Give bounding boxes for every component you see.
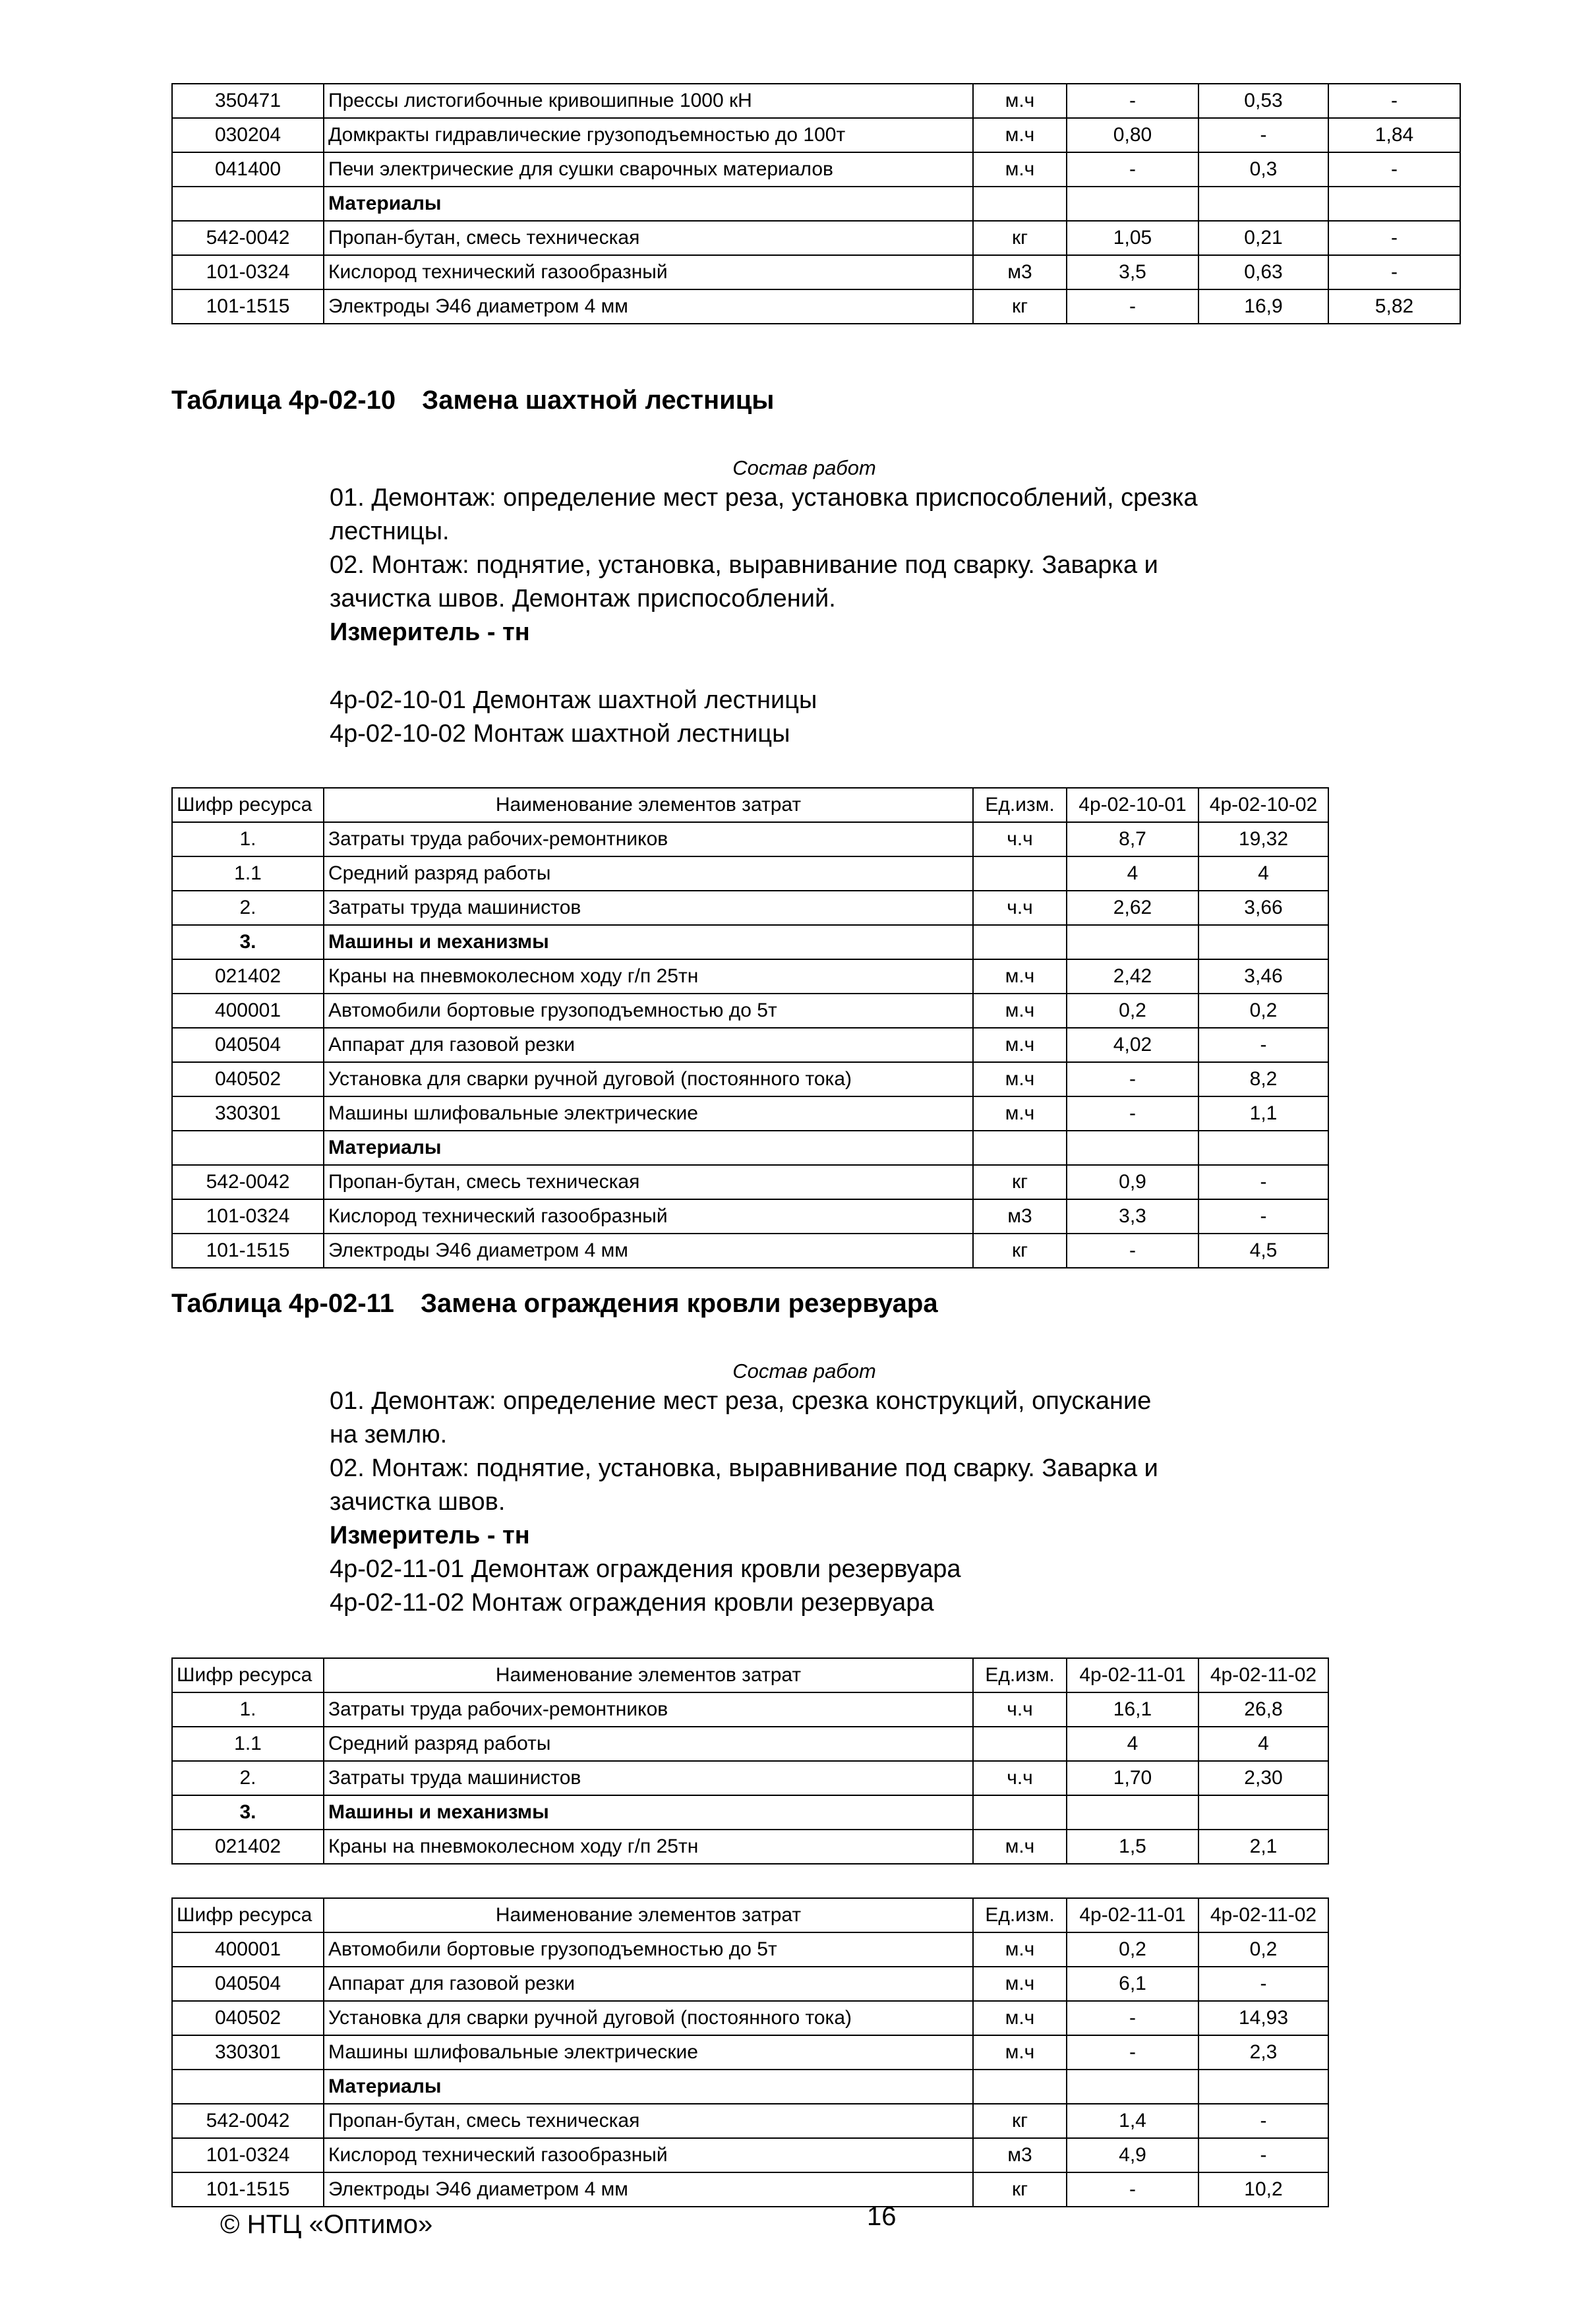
value-1: 4 (1067, 1727, 1198, 1761)
value-2: 1,1 (1198, 1096, 1328, 1131)
description-line: 01. Демонтаж: определение мест реза, установка приспособлений, срезка (330, 484, 1198, 512)
header-resource-code: Шифр ресурса (172, 788, 324, 822)
value-1: - (1067, 2001, 1198, 2035)
cost-element-name: Материалы (324, 187, 973, 221)
unit: м3 (973, 255, 1067, 289)
top-resource-table (171, 83, 1461, 324)
work-item: 4р-02-11-01 Демонтаж ограждения кровли резервуара (330, 1555, 961, 1583)
header-unit: Ед.изм. (973, 788, 1067, 822)
cost-element-name: Аппарат для газовой резки (324, 1967, 973, 2001)
table-row (172, 289, 1460, 324)
resource-code: 1.1 (172, 1727, 324, 1761)
resource-code: 1.1 (172, 856, 324, 891)
resource-code: 101-1515 (172, 1234, 324, 1268)
value-2: 2,3 (1198, 2035, 1328, 2070)
value-3: - (1328, 84, 1460, 118)
value-1: 1,4 (1067, 2104, 1198, 2138)
description-line: 02. Монтаж: поднятие, установка, выравнивание под сварку. Заварка и (330, 551, 1158, 579)
value-2: 0,2 (1198, 994, 1328, 1028)
cost-element-name: Пропан-бутан, смесь техническая (324, 2104, 973, 2138)
unit: м.ч (973, 152, 1067, 187)
table-row (172, 221, 1460, 255)
unit: м.ч (973, 1967, 1067, 2001)
unit: м.ч (973, 1096, 1067, 1131)
value-1 (1067, 187, 1198, 221)
cost-element-name: Кислород технический газообразный (324, 1199, 973, 1234)
cost-element-name: Аппарат для газовой резки (324, 1028, 973, 1062)
resource-code: 101-1515 (172, 2172, 324, 2207)
resource-code: 101-0324 (172, 2138, 324, 2172)
table-row (172, 2104, 1328, 2138)
table-row (172, 1692, 1328, 1727)
cost-element-name: Электроды Э46 диаметром 4 мм (324, 1234, 973, 1268)
unit (973, 187, 1067, 221)
value-1: 1,05 (1067, 221, 1198, 255)
table-row (172, 2035, 1328, 2070)
table-row (172, 856, 1328, 891)
value-2 (1198, 187, 1328, 221)
value-2: 4 (1198, 856, 1328, 891)
unit: ч.ч (973, 822, 1067, 856)
description-line: 02. Монтаж: поднятие, установка, выравнивание под сварку. Заварка и (330, 1454, 1158, 1482)
unit (973, 1131, 1067, 1165)
unit (973, 1727, 1067, 1761)
value-1: 4,02 (1067, 1028, 1198, 1062)
unit: м.ч (973, 994, 1067, 1028)
work-description (330, 1385, 1158, 1620)
header-cost-element: Наименование элементов затрат (324, 1658, 973, 1692)
resource-code: 101-1515 (172, 289, 324, 324)
value-1: - (1067, 1096, 1198, 1131)
header-value-2: 4р-02-10-02 (1198, 788, 1328, 822)
header-resource-code: Шифр ресурса (172, 1898, 324, 1932)
value-1: - (1067, 1234, 1198, 1268)
unit: м.ч (973, 118, 1067, 152)
description-line: зачистка швов. Демонтаж приспособлений. (330, 585, 836, 612)
value-1: - (1067, 2172, 1198, 2207)
resource-code: 400001 (172, 1932, 324, 1967)
value-2 (1198, 1131, 1328, 1165)
resource-code: 101-0324 (172, 1199, 324, 1234)
table-row (172, 1234, 1328, 1268)
value-2: - (1198, 1165, 1328, 1199)
table-row (172, 187, 1460, 221)
value-2: 0,2 (1198, 1932, 1328, 1967)
resource-code: 542-0042 (172, 1165, 324, 1199)
table-row (172, 959, 1328, 994)
cost-element-name: Установка для сварки ручной дуговой (постоянного тока) (324, 2001, 973, 2035)
unit: кг (973, 1234, 1067, 1268)
value-1: - (1067, 84, 1198, 118)
resource-table-4p-02-11-part2 (171, 1897, 1329, 2207)
unit: м.ч (973, 1062, 1067, 1096)
work-description (330, 481, 1198, 751)
value-2: 0,53 (1198, 84, 1328, 118)
resource-code: 040504 (172, 1967, 324, 2001)
value-1: 3,3 (1067, 1199, 1198, 1234)
unit: м.ч (973, 959, 1067, 994)
cost-element-name: Затраты труда рабочих-ремонтников (324, 1692, 973, 1727)
header-unit: Ед.изм. (973, 1658, 1067, 1692)
resource-code: 040502 (172, 2001, 324, 2035)
table-name: Замена ограждения кровли резервуара (420, 1289, 938, 1318)
table-row (172, 2001, 1328, 2035)
resource-code: 3. (172, 925, 324, 959)
table-name: Замена шахтной лестницы (422, 386, 775, 415)
value-2: - (1198, 2104, 1328, 2138)
table-row (172, 2172, 1328, 2207)
value-2 (1198, 2070, 1328, 2104)
value-2: 8,2 (1198, 1062, 1328, 1096)
unit: м.ч (973, 84, 1067, 118)
table-row (172, 1062, 1328, 1096)
cost-element-name: Печи электрические для сушки сварочных материалов (324, 152, 973, 187)
value-3 (1328, 187, 1460, 221)
cost-element-name: Автомобили бортовые грузоподъемностью до 5т (324, 1932, 973, 1967)
cost-element-name: Средний разряд работы (324, 1727, 973, 1761)
value-2: 0,3 (1198, 152, 1328, 187)
cost-element-name: Машины и механизмы (324, 1795, 973, 1830)
cost-element-name: Затраты труда машинистов (324, 891, 973, 925)
value-2: 19,32 (1198, 822, 1328, 856)
cost-element-name: Домкракты гидравлические грузоподъемностью до 100т (324, 118, 973, 152)
value-2: 4,5 (1198, 1234, 1328, 1268)
value-1: 0,2 (1067, 1932, 1198, 1967)
table-row (172, 255, 1460, 289)
table-row (172, 1131, 1328, 1165)
table-row (172, 2138, 1328, 2172)
value-1: 16,1 (1067, 1692, 1198, 1727)
value-2: 0,21 (1198, 221, 1328, 255)
unit: кг (973, 2172, 1067, 2207)
unit: кг (973, 221, 1067, 255)
value-1: 1,70 (1067, 1761, 1198, 1795)
value-3: 1,84 (1328, 118, 1460, 152)
page-number: 16 (867, 2202, 897, 2231)
cost-element-name: Пропан-бутан, смесь техническая (324, 1165, 973, 1199)
table-title (171, 1289, 938, 1319)
cost-element-name: Машины шлифовальные электрические (324, 1096, 973, 1131)
table-row (172, 822, 1328, 856)
resource-code: 400001 (172, 994, 324, 1028)
resource-code: 330301 (172, 1096, 324, 1131)
unit: м3 (973, 2138, 1067, 2172)
cost-element-name: Материалы (324, 1131, 973, 1165)
value-1: 0,2 (1067, 994, 1198, 1028)
table-row (172, 994, 1328, 1028)
resource-code: 330301 (172, 2035, 324, 2070)
value-1: 8,7 (1067, 822, 1198, 856)
description-line: 01. Демонтаж: определение мест реза, срезка конструкций, опускание (330, 1387, 1152, 1415)
table-row (172, 1165, 1328, 1199)
value-2 (1198, 1795, 1328, 1830)
value-2: 14,93 (1198, 2001, 1328, 2035)
table-row (172, 1028, 1328, 1062)
value-1: 6,1 (1067, 1967, 1198, 2001)
unit (973, 1795, 1067, 1830)
value-1 (1067, 1131, 1198, 1165)
value-1: - (1067, 1062, 1198, 1096)
value-1: 0,9 (1067, 1165, 1198, 1199)
table-number: Таблица 4р-02-10 (171, 386, 396, 415)
table-row (172, 1932, 1328, 1967)
table-row (172, 152, 1460, 187)
unit: ч.ч (973, 1692, 1067, 1727)
resource-code: 1. (172, 822, 324, 856)
resource-code: 542-0042 (172, 221, 324, 255)
value-2: - (1198, 118, 1328, 152)
cost-element-name: Кислород технический газообразный (324, 255, 973, 289)
table-row (172, 2070, 1328, 2104)
value-1 (1067, 2070, 1198, 2104)
value-1: - (1067, 2035, 1198, 2070)
table-row (172, 1096, 1328, 1131)
resource-code (172, 2070, 324, 2104)
cost-element-name: Пропан-бутан, смесь техническая (324, 221, 973, 255)
work-item: 4р-02-10-01 Демонтаж шахтной лестницы (330, 686, 817, 714)
value-3: - (1328, 221, 1460, 255)
cost-element-name: Краны на пневмоколесном ходу г/п 25тн (324, 959, 973, 994)
resource-code: 041400 (172, 152, 324, 187)
unit: ч.ч (973, 1761, 1067, 1795)
header-cost-element: Наименование элементов затрат (324, 1898, 973, 1932)
value-1: 1,5 (1067, 1830, 1198, 1864)
header-value-1: 4р-02-10-01 (1067, 788, 1198, 822)
table-row (172, 84, 1460, 118)
resource-code: 040504 (172, 1028, 324, 1062)
unit (973, 856, 1067, 891)
resource-code (172, 187, 324, 221)
table-header-row (172, 788, 1328, 822)
resource-code: 040502 (172, 1062, 324, 1096)
resource-table-4p-02-11-part1 (171, 1657, 1329, 1864)
value-3: - (1328, 152, 1460, 187)
header-cost-element: Наименование элементов затрат (324, 788, 973, 822)
table-row (172, 1727, 1328, 1761)
header-value-2: 4р-02-11-02 (1198, 1658, 1328, 1692)
copyright: © НТЦ «Оптимо» (220, 2210, 433, 2239)
cost-element-name: Автомобили бортовые грузоподъемностью до 5т (324, 994, 973, 1028)
resource-code: 2. (172, 1761, 324, 1795)
resource-code: 030204 (172, 118, 324, 152)
resource-code: 542-0042 (172, 2104, 324, 2138)
value-2: 3,46 (1198, 959, 1328, 994)
work-item: 4р-02-11-02 Монтаж ограждения кровли резервуара (330, 1589, 934, 1617)
cost-element-name: Прессы листогибочные кривошипные 1000 кН (324, 84, 973, 118)
table-row (172, 118, 1460, 152)
value-2 (1198, 925, 1328, 959)
cost-element-name: Электроды Э46 диаметром 4 мм (324, 289, 973, 324)
value-2: 26,8 (1198, 1692, 1328, 1727)
work-composition-caption: Состав работ (732, 1359, 876, 1383)
description-line: лестницы. (330, 518, 450, 545)
cost-element-name: Электроды Э46 диаметром 4 мм (324, 2172, 973, 2207)
table-row (172, 1199, 1328, 1234)
value-1: - (1067, 289, 1198, 324)
cost-element-name: Установка для сварки ручной дуговой (постоянного тока) (324, 1062, 973, 1096)
resource-code (172, 1131, 324, 1165)
work-item: 4р-02-10-02 Монтаж шахтной лестницы (330, 720, 790, 748)
cost-element-name: Средний разряд работы (324, 856, 973, 891)
cost-element-name: Затраты труда рабочих-ремонтников (324, 822, 973, 856)
value-2: - (1198, 2138, 1328, 2172)
value-1: 3,5 (1067, 255, 1198, 289)
unit: кг (973, 2104, 1067, 2138)
table-row (172, 1761, 1328, 1795)
value-3: - (1328, 255, 1460, 289)
value-2: - (1198, 1028, 1328, 1062)
value-2: 16,9 (1198, 289, 1328, 324)
cost-element-name: Машины шлифовальные электрические (324, 2035, 973, 2070)
value-1: 4,9 (1067, 2138, 1198, 2172)
meter-label: Измеритель - тн (330, 1522, 530, 1549)
table-row (172, 1795, 1328, 1830)
table-header-row (172, 1658, 1328, 1692)
header-value-2: 4р-02-11-02 (1198, 1898, 1328, 1932)
value-2: 10,2 (1198, 2172, 1328, 2207)
table-title (171, 386, 774, 415)
cost-element-name: Машины и механизмы (324, 925, 973, 959)
unit: м3 (973, 1199, 1067, 1234)
value-1: 2,42 (1067, 959, 1198, 994)
meter-label: Измеритель - тн (330, 618, 530, 646)
table-row (172, 1967, 1328, 2001)
table-number: Таблица 4р-02-11 (171, 1289, 394, 1318)
value-2: 2,30 (1198, 1761, 1328, 1795)
cost-element-name: Материалы (324, 2070, 973, 2104)
value-2: 2,1 (1198, 1830, 1328, 1864)
resource-code: 2. (172, 891, 324, 925)
resource-code: 3. (172, 1795, 324, 1830)
description-line: на землю. (330, 1421, 448, 1448)
header-value-1: 4р-02-11-01 (1067, 1898, 1198, 1932)
unit: м.ч (973, 1830, 1067, 1864)
cost-element-name: Краны на пневмоколесном ходу г/п 25тн (324, 1830, 973, 1864)
unit: м.ч (973, 2035, 1067, 2070)
resource-code: 350471 (172, 84, 324, 118)
resource-code: 021402 (172, 1830, 324, 1864)
value-2: - (1198, 1199, 1328, 1234)
unit (973, 925, 1067, 959)
resource-code: 021402 (172, 959, 324, 994)
resource-code: 101-0324 (172, 255, 324, 289)
value-1 (1067, 925, 1198, 959)
description-line: зачистка швов. (330, 1488, 506, 1516)
table-row (172, 925, 1328, 959)
unit: м.ч (973, 1932, 1067, 1967)
work-composition-caption: Состав работ (732, 456, 876, 479)
table-row (172, 1830, 1328, 1864)
cost-element-name: Кислород технический газообразный (324, 2138, 973, 2172)
value-1: - (1067, 152, 1198, 187)
header-unit: Ед.изм. (973, 1898, 1067, 1932)
unit (973, 2070, 1067, 2104)
unit: м.ч (973, 1028, 1067, 1062)
resource-code: 1. (172, 1692, 324, 1727)
resource-table-4p-02-10 (171, 787, 1329, 1268)
value-2: - (1198, 1967, 1328, 2001)
value-2: 3,66 (1198, 891, 1328, 925)
value-1 (1067, 1795, 1198, 1830)
header-resource-code: Шифр ресурса (172, 1658, 324, 1692)
value-2: 0,63 (1198, 255, 1328, 289)
value-1: 4 (1067, 856, 1198, 891)
header-value-1: 4р-02-11-01 (1067, 1658, 1198, 1692)
cost-element-name: Затраты труда машинистов (324, 1761, 973, 1795)
unit: ч.ч (973, 891, 1067, 925)
table-row (172, 891, 1328, 925)
value-2: 4 (1198, 1727, 1328, 1761)
value-1: 2,62 (1067, 891, 1198, 925)
unit: м.ч (973, 2001, 1067, 2035)
value-1: 0,80 (1067, 118, 1198, 152)
unit: кг (973, 1165, 1067, 1199)
table-header-row (172, 1898, 1328, 1932)
unit: кг (973, 289, 1067, 324)
value-3: 5,82 (1328, 289, 1460, 324)
